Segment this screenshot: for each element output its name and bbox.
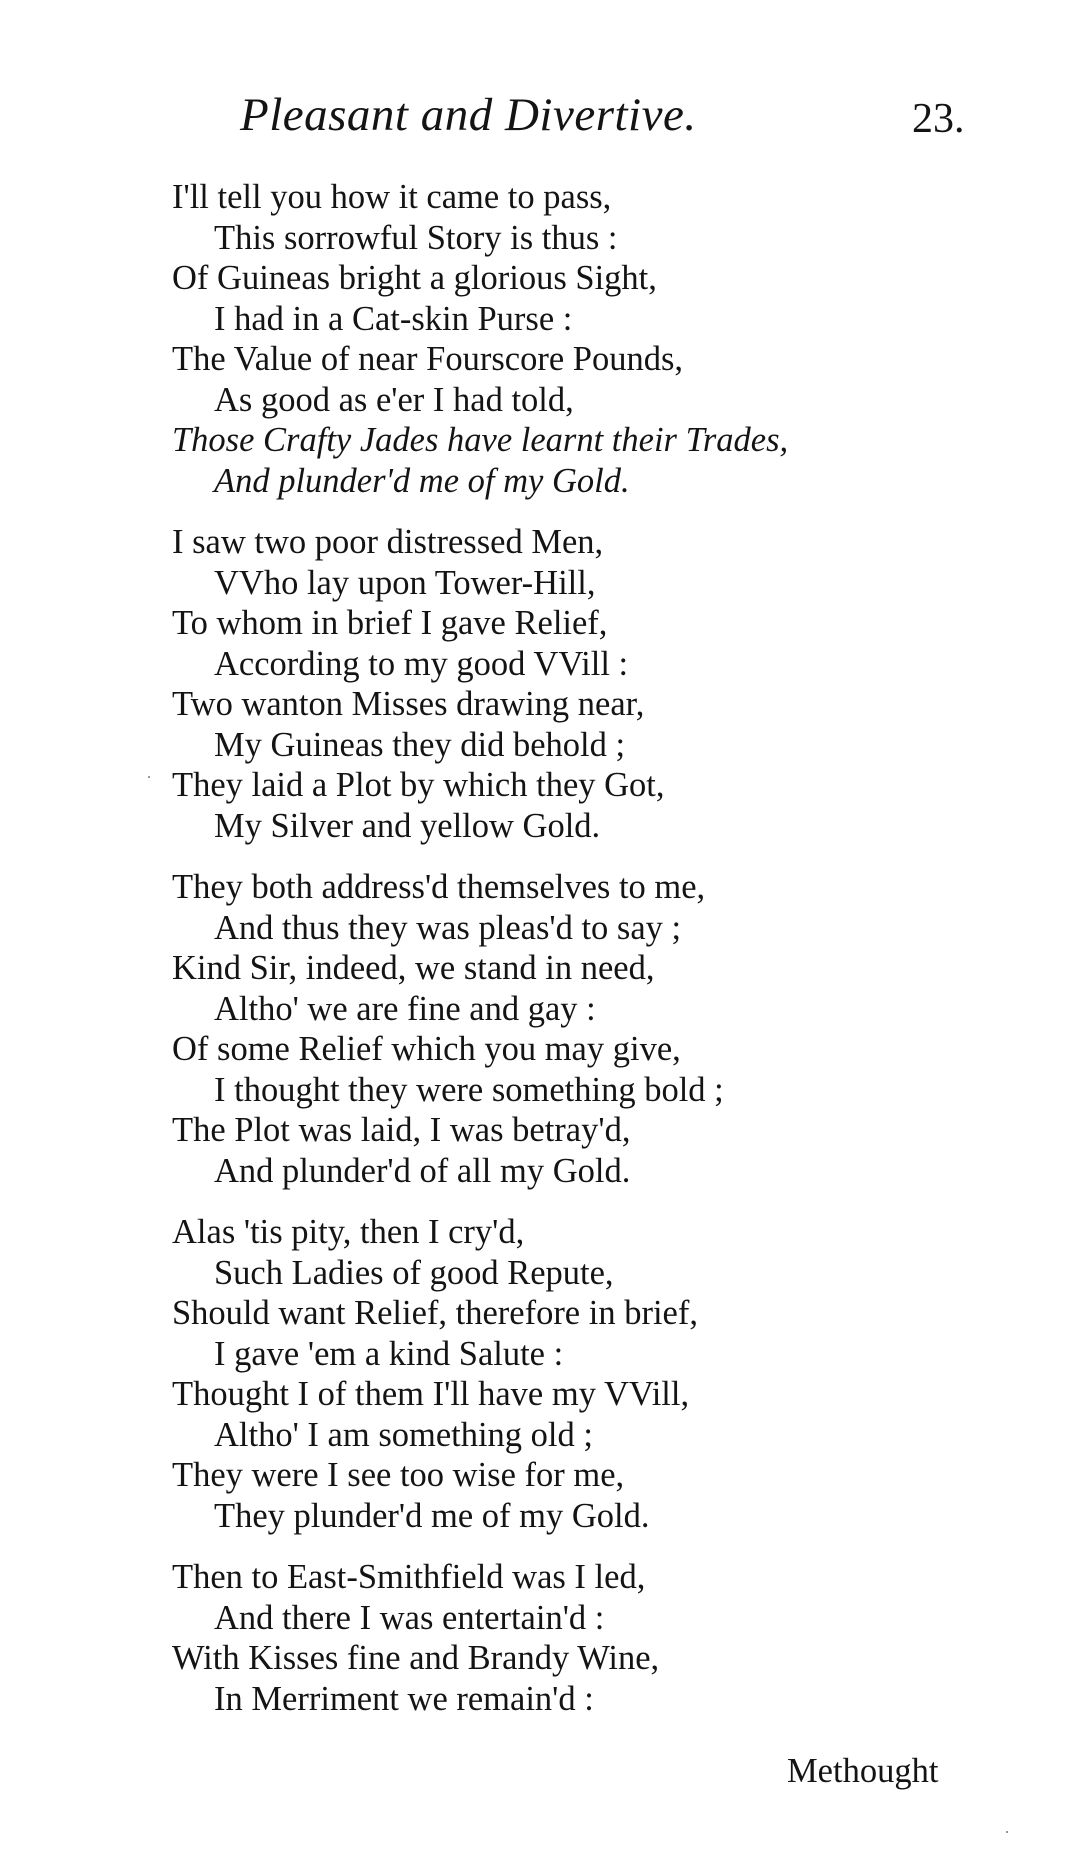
poem-line: Altho' I am something old ;	[214, 1415, 593, 1454]
poem-line: I thought they were something bold ;	[214, 1070, 724, 1109]
poem-line: They laid a Plot by which they Got,	[172, 766, 665, 804]
poem-line: Such Ladies of good Repute,	[214, 1253, 614, 1292]
poem-line: They were I see too wise for me,	[172, 1456, 625, 1494]
paper-speck	[1006, 1831, 1008, 1833]
poem-line: VVho lay upon Tower-Hill,	[214, 563, 596, 602]
poem-line: This sorrowful Story is thus :	[214, 218, 618, 257]
poem-line: They both address'd themselves to me,	[172, 868, 706, 906]
stanza-3	[172, 867, 1032, 1191]
poem-line: Those Crafty Jades have learnt their Trades,	[172, 421, 789, 459]
stanza-5	[172, 1557, 1032, 1719]
poem-line: My Guineas they did behold ;	[214, 725, 626, 764]
poem-line: According to my good VVill :	[214, 644, 629, 683]
poem-line: Kind Sir, indeed, we stand in need,	[172, 949, 655, 987]
poem-line: The Plot was laid, I was betray'd,	[172, 1111, 631, 1149]
poem-line: And plunder'd me of my Gold.	[214, 461, 630, 500]
stanza-2	[172, 522, 1032, 846]
poem-line: They plunder'd me of my Gold.	[214, 1496, 650, 1535]
poem-line: Of some Relief which you may give,	[172, 1030, 681, 1068]
poem-line: Thought I of them I'll have my VVill,	[172, 1375, 690, 1413]
poem-line: As good as e'er I had told,	[214, 380, 574, 419]
poem-line: To whom in brief I gave Relief,	[172, 604, 608, 642]
poem-line: Altho' we are fine and gay :	[214, 989, 596, 1028]
poem-line: Of Guineas bright a glorious Sight,	[172, 259, 657, 297]
poem-line: The Value of near Fourscore Pounds,	[172, 340, 683, 378]
poem-line: And plunder'd of all my Gold.	[214, 1151, 631, 1190]
poem-line: In Merriment we remain'd :	[214, 1679, 594, 1718]
paper-speck	[148, 776, 150, 778]
poem-line: And there I was entertain'd :	[214, 1598, 605, 1637]
poem-line: Two wanton Misses drawing near,	[172, 685, 645, 723]
stanza-4	[172, 1212, 1032, 1536]
poem-line: I saw two poor distressed Men,	[172, 523, 604, 561]
poem-line: Should want Relief, therefore in brief,	[172, 1294, 698, 1332]
poem-line: Alas 'tis pity, then I cry'd,	[172, 1213, 525, 1251]
poem-line: My Silver and yellow Gold.	[214, 806, 601, 845]
page-number: 23.	[912, 96, 965, 142]
poem-line: I had in a Cat-skin Purse :	[214, 299, 573, 338]
poem	[172, 177, 1032, 1740]
poem-line: And thus they was pleas'd to say ;	[214, 908, 682, 947]
running-title: Pleasant and Divertive.	[240, 89, 697, 141]
poem-line: With Kisses fine and Brandy Wine,	[172, 1639, 660, 1677]
catchword: Methought	[787, 1752, 939, 1790]
poem-line: Then to East-Smithfield was I led,	[172, 1558, 646, 1596]
poem-line: I'll tell you how it came to pass,	[172, 178, 612, 216]
poem-line: I gave 'em a kind Salute :	[214, 1334, 564, 1373]
stanza-1	[172, 177, 1032, 501]
